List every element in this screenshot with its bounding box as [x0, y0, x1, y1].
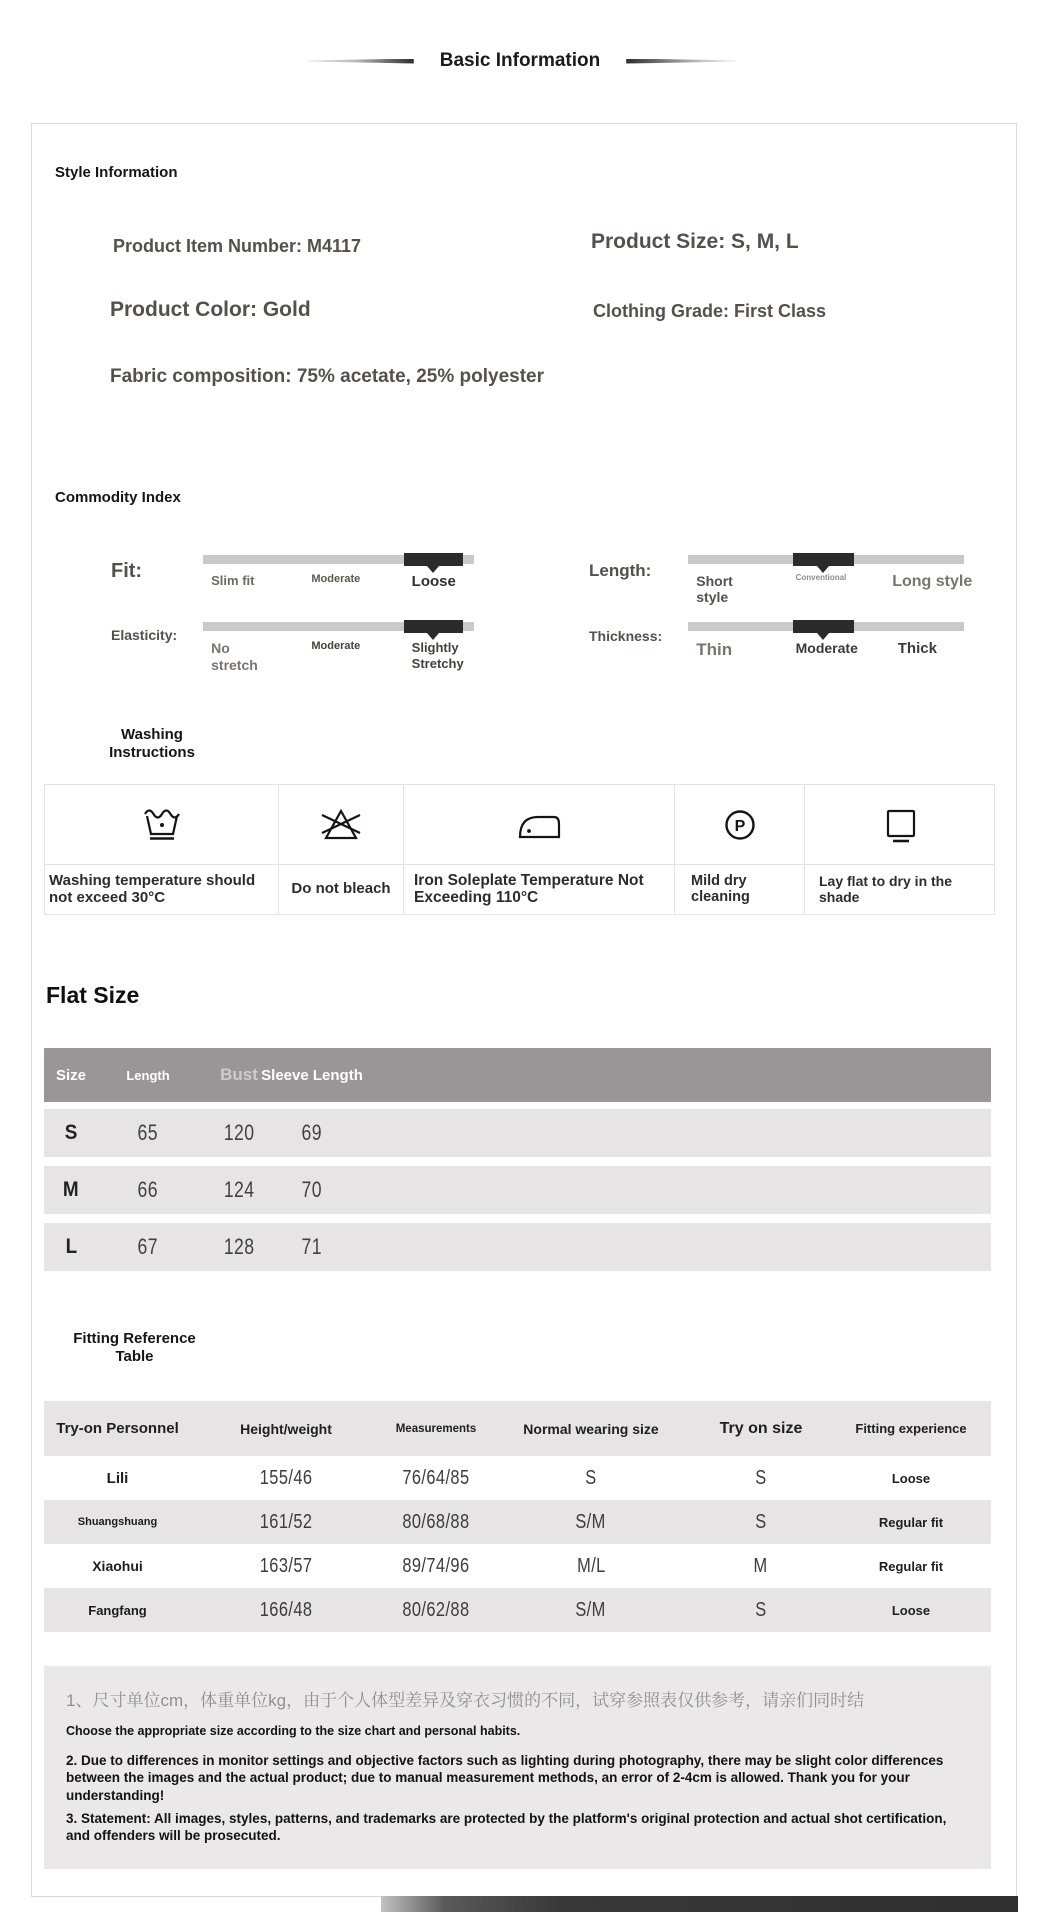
slider-pointer-icon: [817, 633, 829, 640]
wash-instruction-label: Iron Soleplate Temperature Not Exceeding 110°C: [404, 865, 675, 915]
dry-clean-p-icon: [716, 804, 764, 846]
table-cell: S: [755, 1466, 767, 1489]
column-header: Size: [55, 1066, 86, 1084]
fit-label: Fit:: [111, 560, 143, 582]
divider-line-left: [308, 59, 414, 64]
thickness-slider: [688, 622, 964, 682]
table-cell: L: [65, 1235, 77, 1258]
slider-option: Thin: [696, 640, 733, 659]
fitting-reference-label: Fitting Reference Table: [73, 1330, 196, 1365]
table-cell: Regular fit: [878, 1558, 944, 1574]
iron-icon: [513, 805, 565, 845]
column-header: Bust: [220, 1065, 258, 1084]
fit-slider: [203, 555, 474, 615]
table-cell: M/L: [576, 1554, 606, 1577]
slider-option: Moderate: [311, 573, 361, 585]
table-cell: Shuangshuang: [77, 1516, 158, 1528]
thickness-label: Thickness:: [589, 628, 663, 644]
table-row: [44, 1500, 991, 1544]
table-cell: 124: [223, 1177, 255, 1202]
table-cell: S/M: [575, 1510, 607, 1533]
column-header: Measurements: [395, 1422, 477, 1435]
table-row: [44, 1588, 991, 1632]
flat-size-header: [44, 1048, 991, 1102]
slider-option-selected: Moderate: [795, 640, 858, 656]
table-row: [44, 1166, 991, 1214]
table-cell: S: [64, 1121, 78, 1144]
wash-icon-cell: [45, 785, 279, 865]
note-line: 2. Due to differences in monitor settings and objective factors such as lighting during photography, there may be slight color differences between the images and the actual product; due to manual measurement methods, an error of 2-4cm is allowed. Thank you for your understanding!: [66, 1753, 944, 1803]
product-item-number: Product Item Number: M4117: [113, 236, 362, 256]
divider-line-right: [626, 59, 736, 64]
product-info-card: [31, 123, 1017, 1897]
slider-pointer-icon: [427, 566, 439, 573]
table-cell: 166/48: [259, 1598, 313, 1621]
dry-flat-icon: [876, 804, 924, 846]
dry-clean-p-glyph: P: [734, 817, 745, 835]
column-header: Length: [126, 1067, 170, 1083]
table-cell: 71: [301, 1234, 323, 1259]
table-row: [44, 1223, 991, 1271]
table-cell: M: [753, 1554, 769, 1577]
table-cell: S: [755, 1598, 767, 1621]
style-information-label: Style Information: [55, 164, 178, 181]
wash-instruction-label: Do not bleach: [279, 865, 404, 915]
table-cell: M: [63, 1178, 79, 1201]
table-cell: Regular fit: [878, 1514, 944, 1530]
table-cell: Loose: [891, 1470, 931, 1486]
slider-indicator: [793, 553, 854, 566]
elasticity-slider: [203, 622, 474, 682]
note-line-cn: 1、尺寸单位cm，体重单位kg，由于个人体型差异及穿衣习惯的不同，试穿参照表仅供参考，请亲们同时结: [66, 1691, 865, 1710]
table-cell: 155/46: [259, 1466, 313, 1489]
wash-icon-cell: [675, 785, 805, 865]
slider-option: Long style: [892, 573, 973, 590]
slider-indicator: [404, 553, 464, 566]
slider-option: Thick: [897, 640, 937, 657]
slider-track: [688, 555, 964, 564]
slider-indicator: [793, 620, 854, 633]
slider-option-selected: Conventional: [795, 573, 847, 582]
table-cell: 163/57: [259, 1554, 313, 1577]
fitting-reference-table: [44, 1401, 991, 1632]
wash-icon-cell: [279, 785, 404, 865]
commodity-index-label: Commodity Index: [55, 489, 181, 506]
table-row: [44, 1544, 991, 1588]
table-cell: S: [755, 1510, 767, 1533]
table-cell: Lili: [106, 1469, 129, 1487]
wash-instruction-label: Lay flat to dry in the shade: [805, 865, 995, 915]
table-cell: 80/62/88: [402, 1598, 470, 1621]
do-not-bleach-icon: [317, 805, 365, 845]
section-divider: [0, 46, 1044, 76]
column-header: Sleeve Length: [261, 1066, 363, 1084]
table-row: [44, 1109, 991, 1157]
next-section-divider: [381, 1896, 1018, 1912]
table-row: [44, 1456, 991, 1500]
clothing-grade: Clothing Grade: First Class: [593, 301, 827, 321]
table-cell: 67: [137, 1234, 159, 1259]
table-cell: 161/52: [259, 1510, 313, 1533]
table-cell: Fangfang: [88, 1602, 147, 1618]
table-cell: 120: [223, 1120, 255, 1145]
slider-track: [688, 622, 964, 631]
slider-pointer-icon: [427, 633, 439, 640]
length-label: Length:: [589, 561, 652, 580]
slider-option-selected: Slightly Stretchy: [411, 640, 464, 671]
slider-option: Short style: [696, 573, 733, 606]
note-line: Choose the appropriate size according to the size chart and personal habits.: [66, 1724, 521, 1738]
slider-option: No stretch: [211, 640, 258, 673]
product-color: Product Color: Gold: [110, 298, 311, 321]
note-line: 3. Statement: All images, styles, patterns, and trademarks are protected by the platform's original protection and actual shot certification, and offenders will be prosecuted.: [66, 1810, 947, 1844]
table-cell: S: [585, 1466, 597, 1489]
slider-option: Slim fit: [211, 573, 255, 588]
length-slider: [688, 555, 973, 615]
washing-instructions-label: Washing Instructions: [109, 726, 195, 761]
column-header: Fitting experience: [855, 1421, 967, 1436]
table-cell: Loose: [891, 1602, 931, 1618]
table-cell: 76/64/85: [402, 1466, 470, 1489]
washing-instructions-table: [44, 784, 995, 915]
wash-instruction-label: Washing temperature should not exceed 30°C: [45, 865, 279, 915]
table-cell: 80/68/88: [402, 1510, 470, 1533]
table-cell: Xiaohui: [92, 1558, 143, 1574]
elasticity-label: Elasticity:: [111, 627, 178, 643]
slider-option-selected: Loose: [411, 573, 456, 590]
slider-option: Moderate: [311, 640, 361, 652]
table-cell: S/M: [575, 1598, 607, 1621]
page-title: Basic Information: [439, 50, 601, 71]
slider-pointer-icon: [817, 566, 829, 573]
wash-instruction-label: Mild dry cleaning: [675, 865, 805, 915]
product-size: Product Size: S, M, L: [591, 230, 799, 253]
flat-size-title: Flat Size: [46, 982, 140, 1008]
table-cell: 65: [137, 1120, 159, 1145]
table-cell: 128: [223, 1234, 255, 1259]
fitting-table-header: [44, 1401, 991, 1456]
table-cell: 70: [301, 1177, 323, 1202]
wash-icon-cell: [404, 785, 675, 865]
table-cell: 66: [137, 1177, 159, 1202]
wash-basin-30-icon: [138, 803, 186, 847]
fabric-composition: Fabric composition: 75% acetate, 25% polyester: [110, 366, 544, 387]
wash-icon-cell: [805, 785, 995, 865]
slider-indicator: [404, 620, 464, 633]
table-cell: 89/74/96: [402, 1554, 470, 1577]
table-cell: 69: [301, 1120, 323, 1145]
column-header: Normal wearing size: [523, 1420, 659, 1437]
column-header: Height/weight: [240, 1420, 332, 1437]
column-header: Try on size: [719, 1419, 803, 1437]
slider-track: [203, 622, 474, 631]
notes-box: [44, 1666, 991, 1869]
column-header: Try-on Personnel: [56, 1420, 179, 1437]
slider-track: [203, 555, 474, 564]
